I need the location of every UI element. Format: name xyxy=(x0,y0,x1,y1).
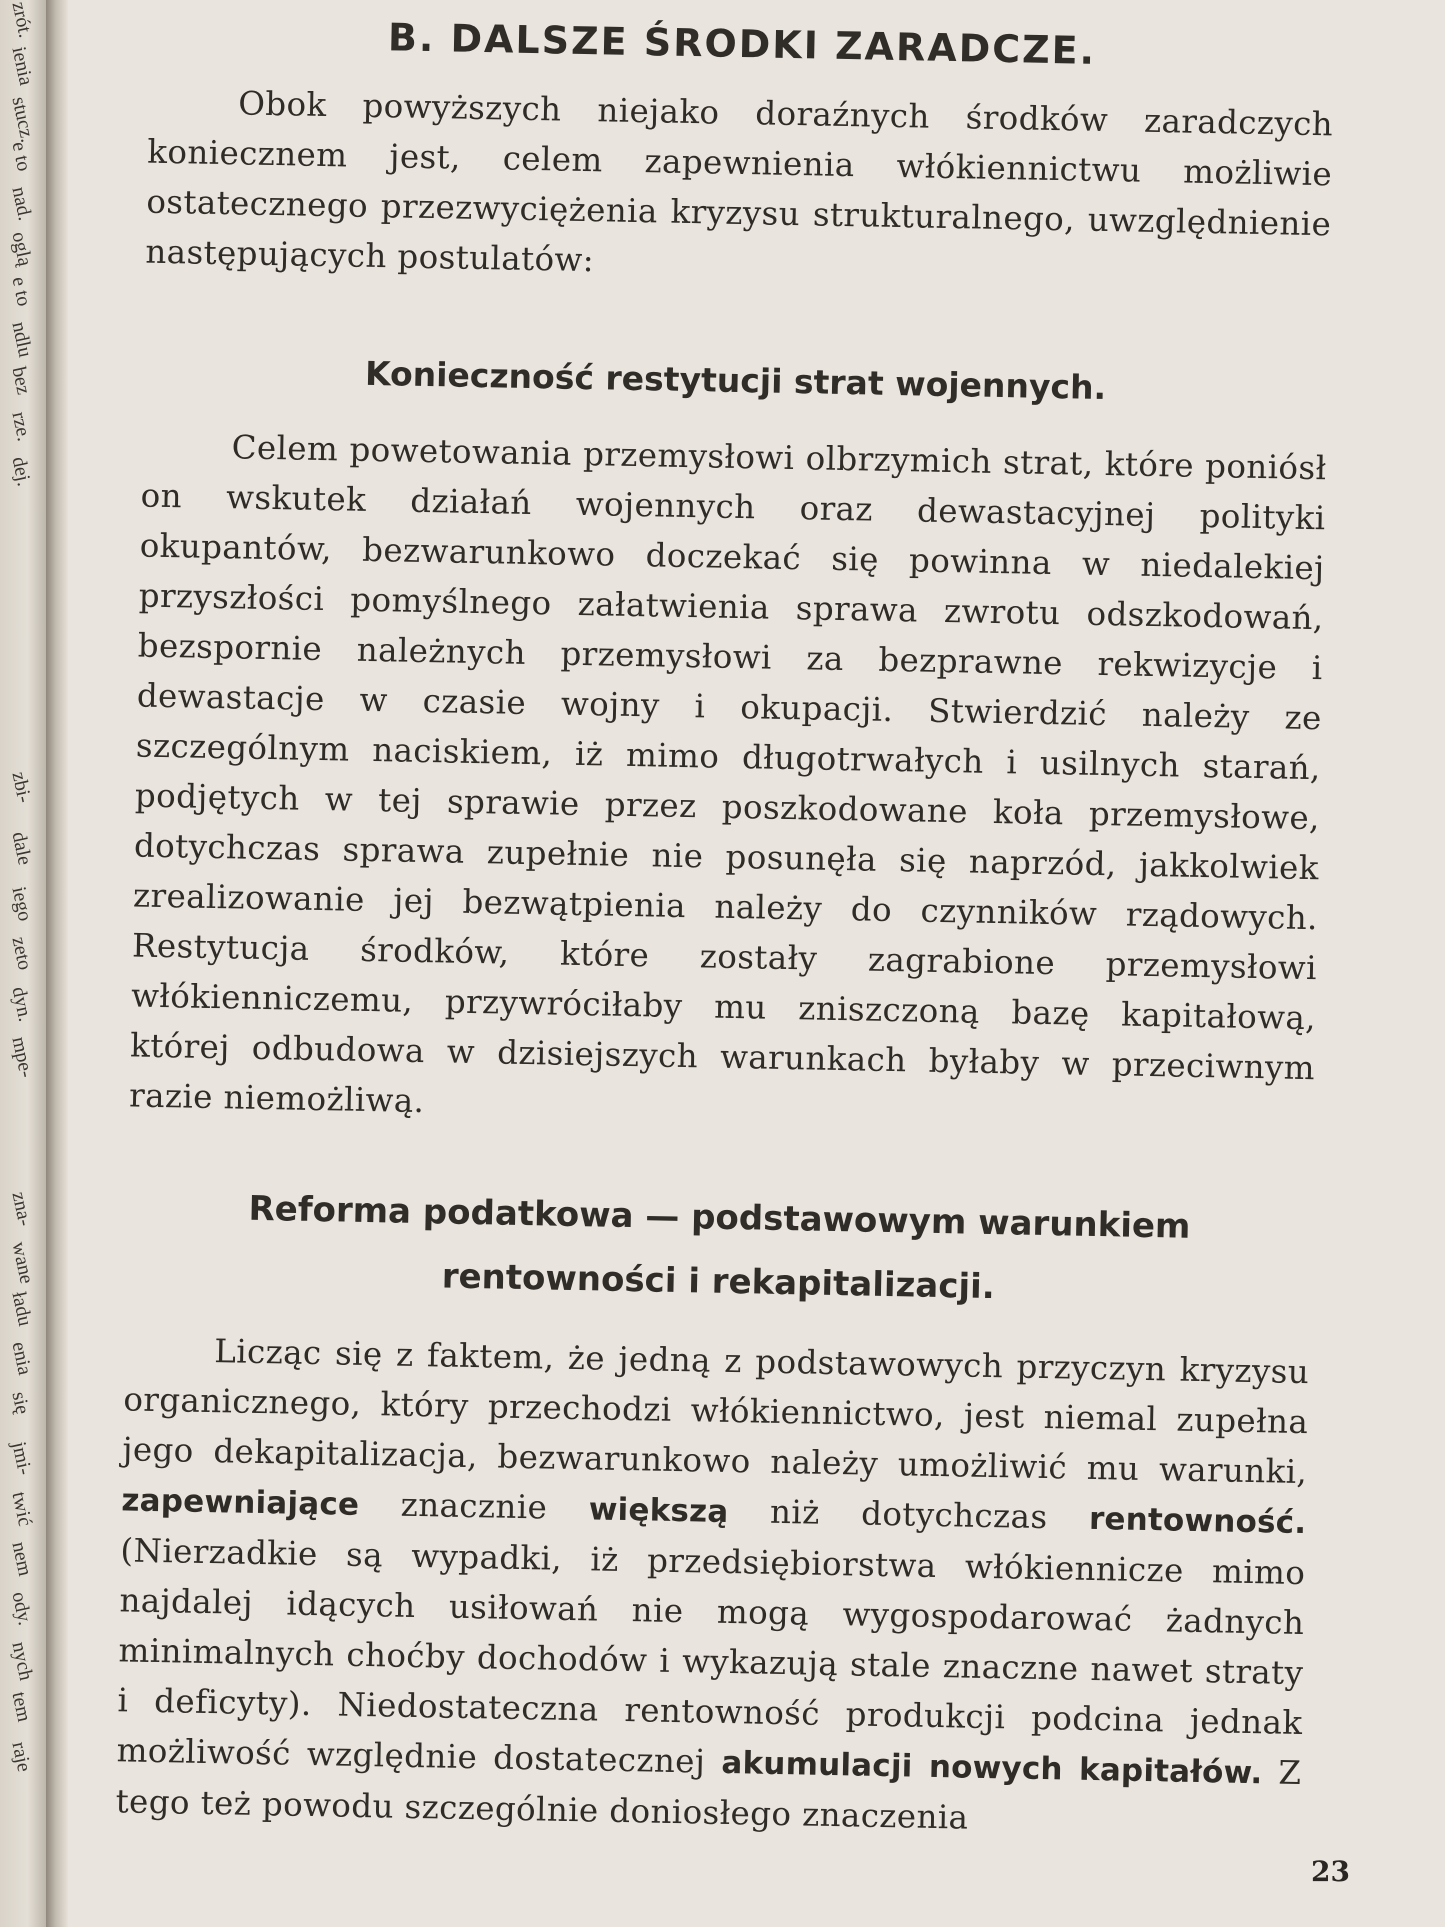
left-page-fragment: jmi- xyxy=(7,1439,36,1477)
intro-paragraph: Obok powyższych niejako doraźnych środków zaradczych koniecznem jest, celem zapewnienia włókiennictwu możliwie ostatecznego przezwyciężenia kryzysu strukturalnego, uwzględnienie następujących postulatów: xyxy=(145,84,1334,280)
emphasis-akumulacji: akumulacji nowych kapitałów. xyxy=(721,1744,1263,1792)
main-heading: B. DALSZE ŚRODKI ZARADCZE. xyxy=(387,15,1097,73)
emphasis-wieksza: większą xyxy=(588,1491,729,1531)
reforma-paragraph xyxy=(115,1324,1309,1849)
left-page-fragment: iego xyxy=(7,884,37,924)
left-page-fragment: bez xyxy=(7,364,35,397)
left-page-fragment: tem xyxy=(7,1689,36,1724)
left-page-fragment: się xyxy=(7,1389,34,1417)
left-page-fragment: nad. xyxy=(7,184,37,223)
reforma-text-e: Z tego też powodu szczególnie doniosłego znaczenia xyxy=(115,1753,1302,1837)
book-page xyxy=(114,9,1335,1921)
left-page-fragment: zna- xyxy=(7,1189,37,1229)
left-page-fragment: ienia xyxy=(7,44,38,88)
reforma-heading-line2: rentowności i rekapitalizacji. xyxy=(441,1256,996,1308)
left-page-fragment: ody. xyxy=(7,1589,36,1628)
left-page-fragment: dyn. xyxy=(7,984,37,1024)
left-page-fragment: oglą xyxy=(7,229,37,269)
emphasis-zapewniajace: zapewniające xyxy=(121,1482,360,1523)
left-page-fragment: dej. xyxy=(7,454,36,489)
reforma-text-d: (Nierzadkie są wypadki, iż przedsiębiorstwa włókiennicze mimo najdalej idących usiłowań nie mogą wygospodarować żadnych minimalnych choćby dochodów i wykazują stale znaczne nawet straty i deficyty). Niedostateczna rentowność produkcji podcina jednak możliwość względnie dostatecznej xyxy=(116,1531,1306,1781)
left-page-fragment: e to xyxy=(7,139,36,174)
left-page-fragment: wane xyxy=(7,1239,38,1286)
reforma-heading-line1: Reforma podatkowa — podstawowym warunkiem xyxy=(248,1188,1191,1247)
section-heading-reforma xyxy=(125,1174,1312,1325)
left-page-fragment: rze. xyxy=(7,409,36,444)
emphasis-rentownosc: rentowność. xyxy=(1088,1500,1307,1542)
reforma-text-a: Licząc się z faktem, że jedną z podstawowych przyczyn kryzysu organicznego, który przechodzi włókiennictwo, jest niemal zupełna jego dekapitalizacja, bezwarunkowo należy umożliwić mu warunki, xyxy=(122,1332,1310,1492)
left-page-fragment: twić xyxy=(7,1489,37,1529)
left-page-fragment: enia xyxy=(7,1339,36,1377)
section-heading-restytucja: Konieczność restytucji strat wojennych. xyxy=(364,353,1107,408)
restytucja-paragraph: Celem powetowania przemysłowi olbrzymich strat, które poniósł on wskutek działań wojennych oraz dewastacyjnej polityki okupantów, bezwarunkowo doczekać się powinna w niedalekiej przyszłości pomyślnego załatwienia sprawa zwrotu odszkodowań, bezspornie należnych przemysłowi za bezprawne rekwizycje i dewastacje w czasie wojny i okupacji. Stwierdzić należy ze szczególnym naciskiem, iż mimo długotrwałych i usilnych starań, podjętych w tej sprawie przez poszkodowane koła przemysłowe, dotychczas sprawa zupełnie nie posunęła się naprzód, jakkolwiek zrealizowanie jej bezwątpienia należy do czynników rządowych. Restytucja środków, które zostały zagrabione przemysłowi włókienniczemu, przywróciłaby mu zniszczoną bazę kapitałową, której odbudowa w dzisiejszych warunkach byłaby w przeciwnym razie niemożliwą. xyxy=(128,428,1327,1121)
reforma-text-b: znacznie xyxy=(400,1485,548,1527)
left-page-fragment: stucz. xyxy=(7,94,39,145)
left-page-fragment: e to xyxy=(7,274,36,309)
reforma-text-c: niż dotychczas xyxy=(769,1492,1048,1537)
left-page-fragment: nem xyxy=(7,1539,37,1579)
left-page-fragment: dale xyxy=(7,829,36,867)
left-page-fragment: zbi- xyxy=(7,769,36,805)
left-page-edge xyxy=(0,0,46,1927)
left-page-fragment: zeto xyxy=(7,934,36,972)
left-page-fragment: ndlu xyxy=(7,319,37,360)
left-page-fragment: zrót. xyxy=(7,0,37,40)
left-page-fragment: ładu xyxy=(7,1289,37,1329)
left-page-fragment: nych xyxy=(7,1639,38,1683)
page-number: 23 xyxy=(1311,1855,1350,1888)
left-page-fragment: mpe- xyxy=(7,1034,38,1080)
book-gutter xyxy=(46,0,68,1927)
left-page-fragment: raje xyxy=(7,1739,36,1774)
